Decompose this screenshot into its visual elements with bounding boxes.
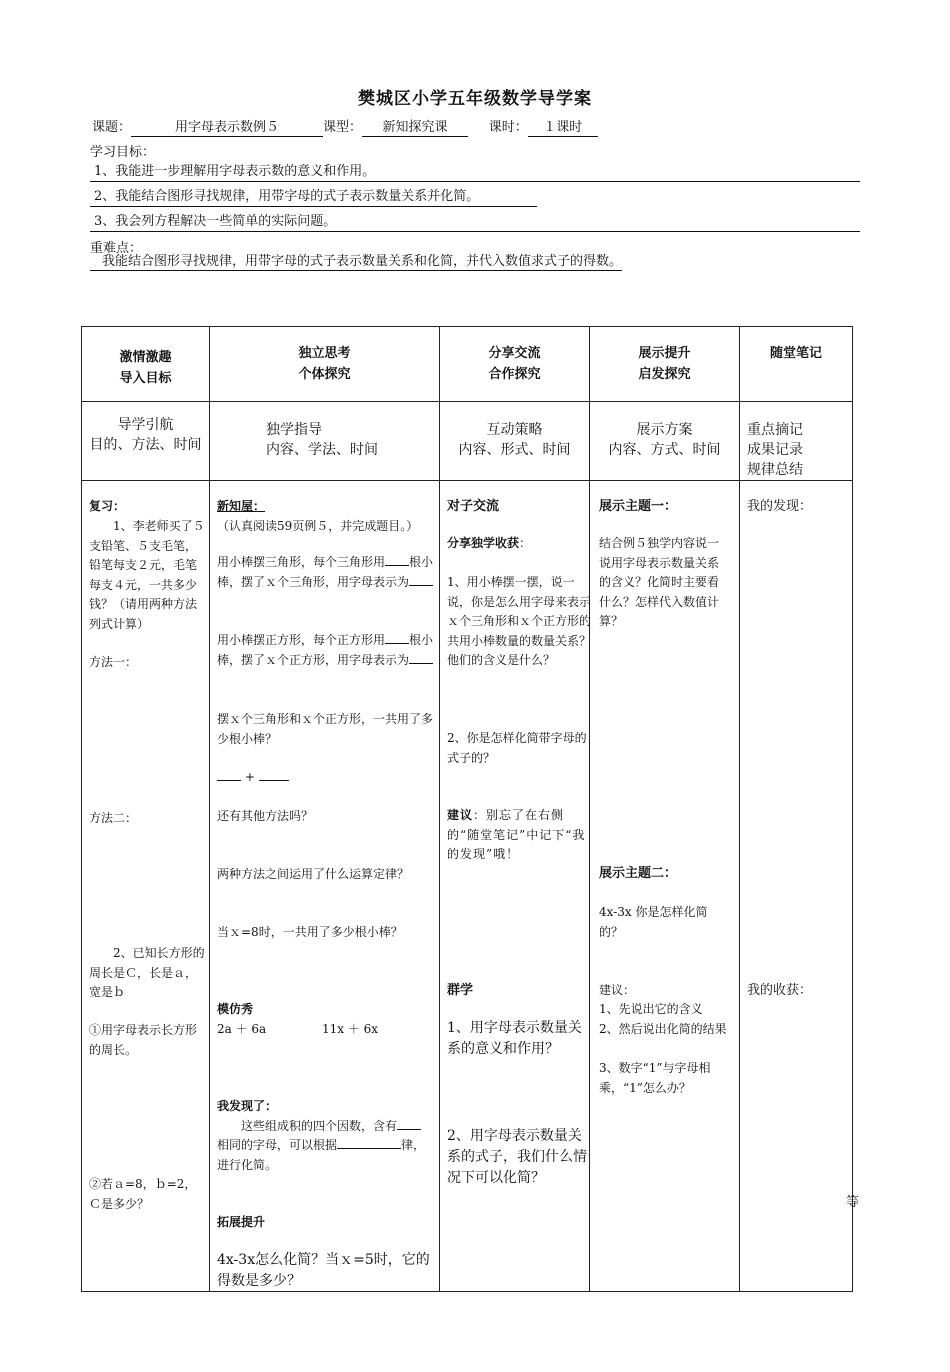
answer-blank[interactable]	[217, 768, 241, 781]
column-guide: 导学引航	[117, 417, 174, 433]
theme-1-text: 结合例５独学内容说一说用字母表示数量关系的含义？化简时主要看什么？怎样代入数值计算？	[599, 536, 720, 628]
answer-blank[interactable]	[397, 1117, 421, 1130]
pair-question-1: 1、用小棒摆一摆，说一说，你是怎么用字母来表示ｘ个三角形和ｘ个正方形的共用小棒数量的数量关系？他们的含义是什么？	[447, 575, 592, 667]
side-note: 等	[846, 1195, 860, 1210]
page-title: 樊城区小学五年级数学导学案	[358, 89, 592, 109]
found-text: 相同的字母，可以根据	[217, 1138, 338, 1152]
found-text-1	[217, 1117, 434, 1137]
column-subtitle: 导入目标	[119, 371, 172, 386]
column-header	[440, 327, 590, 402]
suggestion-2: 2、然后说出化简的结果	[599, 1022, 727, 1036]
tip-text: ：别忘了在右侧的“随堂笔记”中记下“我的发现”哦！	[447, 808, 586, 861]
goal-item: 3、我会列方程解决一些简单的实际问题。	[90, 213, 860, 232]
share-label: 分享独学收获	[447, 536, 520, 550]
column-subheader	[590, 402, 740, 481]
suggestion-1: 1、先说出它的含义	[599, 1002, 703, 1016]
tip-label: 建议	[447, 808, 474, 822]
question-text: 根小棒，摆了ｘ个三角形，用字母表示为	[217, 555, 434, 589]
review-heading: 复习：	[89, 499, 126, 513]
method-one-label: 方法一：	[89, 655, 138, 669]
found-text: 律，进行化简。	[217, 1138, 426, 1172]
notes-column	[740, 481, 853, 1292]
column-title: 随堂笔记	[769, 346, 822, 361]
topic-value: 用字母表示数例５	[131, 120, 323, 137]
group-question-2: 2、用字母表示数量关系的式子，我们什么情况下可以化简？	[447, 1128, 587, 1186]
exercise-2: 11x ＋ 6x	[322, 1022, 379, 1036]
other-method-question: 还有其他方法吗？	[217, 809, 314, 823]
theme-1-heading: 展示主题一：	[599, 499, 678, 514]
answer-blank[interactable]	[385, 553, 409, 566]
method-two-label: 方法二：	[89, 811, 138, 825]
pair-heading: 对子交流	[447, 499, 500, 514]
column-subheader	[440, 402, 590, 481]
lesson-meta	[92, 116, 598, 137]
column-subheader	[82, 402, 210, 481]
column-title: 分享交流	[488, 346, 541, 361]
imitate-heading: 模仿秀	[217, 1002, 254, 1016]
column-title: 独立思考	[298, 346, 351, 361]
suggestion-heading: 建议：	[599, 983, 636, 997]
column-subtitle: 个体探究	[298, 367, 351, 382]
review-question-2: 2、已知长方形的周长是Ｃ，长是ａ，宽是ｂ	[89, 946, 205, 999]
column-header	[740, 327, 853, 402]
column-title: 激情激趣	[119, 350, 172, 365]
column-header	[82, 327, 210, 402]
plus-sign: +	[244, 770, 255, 784]
topic-label: 课题：	[92, 120, 132, 135]
column-subheader	[210, 402, 440, 481]
column-guide-detail: 内容、方式、时间	[608, 442, 721, 458]
review-question-1: 1、李老师买了５支铅笔、５支毛笔，铅笔每支２元，毛笔每支４元，一共多少钱？（请用两种方法列式计算）	[89, 519, 205, 631]
column-title: 展示提升	[638, 346, 691, 361]
square-question	[217, 631, 434, 670]
intro-column	[82, 481, 210, 1292]
type-label: 课型：	[323, 120, 363, 135]
law-question: 两种方法之间运用了什么运算定律？	[217, 867, 410, 881]
goal-item: 1、我能进一步理解用字母表示数的意义和作用。	[90, 163, 860, 182]
independent-column	[210, 481, 440, 1292]
extend-question: 4x-3x怎么化简？当ｘ=5时，它的得数是多少？	[217, 1252, 430, 1289]
new-knowledge-heading: 新知屋：	[217, 499, 266, 513]
column-guide-detail: 内容、形式、时间	[458, 442, 571, 458]
period-label: 课时：	[488, 120, 528, 135]
reading-instruction: （认真阅读59页例５，并完成题目。）	[217, 519, 419, 533]
column-header	[590, 327, 740, 402]
found-text: 这些组成积的四个因数，含有	[241, 1119, 398, 1133]
answer-blank[interactable]	[259, 768, 289, 781]
theme-2-heading: 展示主题二：	[599, 866, 678, 881]
my-gains-label: 我的收获：	[747, 983, 813, 998]
extend-heading: 拓展提升	[217, 1215, 266, 1229]
pair-tip	[447, 806, 592, 865]
theme-2-text: 4x-3x 你是怎样化简的？	[599, 905, 708, 939]
key-points-label: 重难点：	[90, 241, 143, 256]
column-guide-detail: 内容、学法、时间	[266, 442, 378, 458]
substitute-question: 当ｘ=8时，一共用了多少根小棒？	[217, 925, 403, 939]
group-heading: 群学	[447, 983, 474, 998]
lesson-table	[81, 326, 853, 1292]
column-guide: 互动策略	[486, 422, 543, 438]
column-guide: 独学指导	[266, 422, 322, 438]
type-value: 新知探究课	[362, 120, 468, 137]
share-colon: ：	[519, 536, 532, 550]
group-question-1: 1、用字母表示数量关系的意义和作用？	[447, 1020, 582, 1057]
total-sticks-question: 摆ｘ个三角形和ｘ个正方形，一共用了多少根小棒？	[217, 712, 434, 746]
pair-question-2: 2、你是怎样化简带字母的式子的？	[447, 731, 587, 765]
question-text: 用小棒摆正方形，每个正方形用	[217, 633, 386, 647]
question-2a: ①用字母表示长方形的周长。	[89, 1023, 198, 1057]
share-heading	[447, 534, 592, 554]
my-findings-label: 我的发现：	[747, 499, 813, 514]
question-2b: ②若ａ=8，ｂ=2，Ｃ是多少？	[89, 1177, 197, 1211]
answer-blank[interactable]	[385, 631, 409, 644]
question-text: 根小棒，摆了ｘ个正方形，用字母表示为	[217, 633, 434, 667]
column-header	[210, 327, 440, 402]
column-subtitle: 合作探究	[488, 367, 541, 382]
answer-blank[interactable]	[337, 1136, 401, 1149]
goal-item: 2、我能结合图形寻找规律，用带字母的式子表示数量关系并化简。	[90, 188, 537, 207]
answer-blank[interactable]	[409, 651, 433, 664]
triangle-question	[217, 553, 434, 592]
found-heading: 我发现了：	[217, 1099, 278, 1113]
column-guide-detail: 目的、方法、时间	[89, 437, 202, 453]
column-guide: 展示方案	[636, 422, 693, 438]
column-subtitle: 启发探究	[638, 367, 691, 382]
column-subheader	[740, 402, 853, 481]
cooperative-column	[440, 481, 590, 1292]
column-guide-detail: 规律总结	[747, 462, 803, 478]
sum-blanks	[217, 768, 434, 788]
question-text: 用小棒摆三角形，每个三角形用	[217, 555, 386, 569]
period-value: １课时	[528, 120, 598, 137]
column-guide-detail: 成果记录	[747, 442, 803, 458]
key-points-text: 我能结合图形寻找规律，用带字母的式子表示数量关系和化简，并代入数值求式子的得数。	[90, 254, 622, 271]
column-guide: 重点摘记	[747, 422, 803, 438]
goals-label: 学习目标：	[90, 145, 156, 160]
suggestion-3: 3、数字“1”与字母相乘，“1”怎么办？	[599, 1061, 711, 1095]
found-text-2	[217, 1136, 434, 1175]
exercise-1: 2a ＋ 6a	[217, 1022, 267, 1036]
answer-blank[interactable]	[409, 573, 433, 586]
display-column	[590, 481, 740, 1292]
